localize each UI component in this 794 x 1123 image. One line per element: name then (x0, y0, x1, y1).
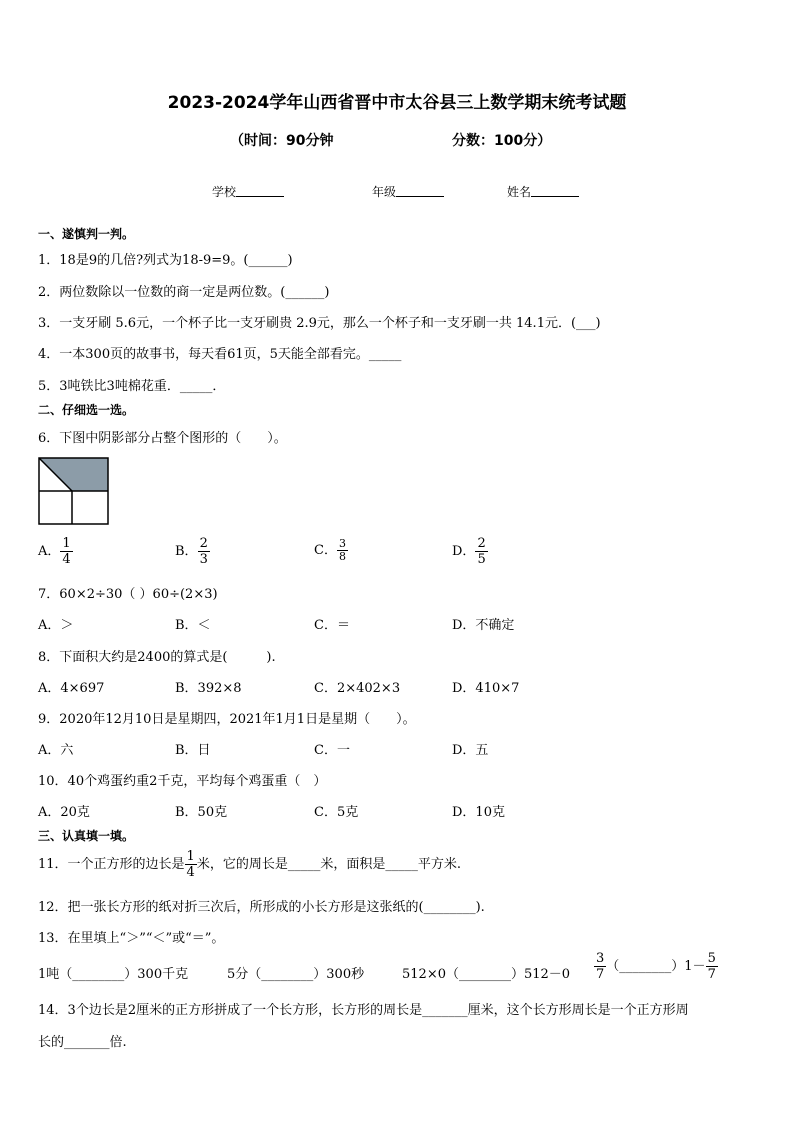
question-2: 2．两位数除以一位数的商一定是两位数。(______) (38, 285, 330, 300)
q9-option-a[interactable]: A．六 (38, 743, 74, 758)
q9-option-c[interactable]: C．一 (314, 743, 350, 758)
section-3-heading: 三、认真填一填。 (38, 829, 135, 843)
q6-option-b[interactable]: B． $\frac{2}{3}$ (175, 536, 208, 567)
question-5: 5．3吨铁比3吨棉花重．_____． (38, 379, 226, 394)
question-13: 13．在里填上“＞”“＜”或“＝”。 (38, 931, 225, 946)
q10-option-b[interactable]: B．50克 (175, 805, 228, 820)
school-blank[interactable] (236, 184, 284, 197)
q8-option-d[interactable]: D．410×7 (452, 681, 520, 696)
q8-option-b[interactable]: B．392×8 (175, 681, 242, 696)
name-blank[interactable] (531, 184, 579, 197)
shaded-region (39, 458, 108, 491)
q10-option-c[interactable]: C．5克 (314, 805, 359, 820)
section-2-heading: 二、仔细选一选。 (38, 403, 135, 417)
time-label: （时间：90分钟 (230, 133, 334, 149)
q9-option-b[interactable]: B．日 (175, 743, 211, 758)
question-9: 9．2020年12月10日是星期四，2021年1月1日是星期（ ）。 (38, 712, 416, 727)
page-title: 2023-2024学年山西省晋中市太谷县三上数学期末统考试题 (167, 93, 627, 113)
question-6: 6．下图中阴影部分占整个图形的（ ）。 (38, 431, 287, 446)
q13-item-a[interactable]: 1吨（________）300千克 (38, 967, 189, 982)
q6-option-a[interactable]: A． $\frac{1}{4}$ (38, 536, 71, 567)
q7-option-d[interactable]: D．不确定 (452, 618, 515, 633)
q13-item-c[interactable]: 512×0（________）512－0 (402, 967, 571, 982)
question-7: 7．60×2÷30（ ）60÷(2×3) (38, 587, 218, 602)
question-14-line-2: 长的_______倍. (38, 1035, 127, 1050)
grade-blank[interactable] (396, 184, 444, 197)
q8-option-a[interactable]: A．4×697 (38, 681, 105, 696)
q6-option-c[interactable]: C． $\frac{3}{8}$ (314, 537, 346, 563)
name-label: 姓名 (507, 185, 532, 199)
score-label: 分数：100分） (452, 133, 552, 149)
school-field[interactable] (212, 183, 284, 200)
name-field[interactable] (507, 183, 579, 200)
school-label: 学校 (212, 185, 237, 199)
grade-label: 年级 (372, 185, 397, 199)
grade-field[interactable] (372, 183, 444, 200)
q7-option-b[interactable]: B．＜ (175, 618, 211, 633)
question-12: 12．把一张长方形的纸对折三次后，所形成的小长方形是这张纸的(________). (38, 900, 485, 915)
question-4: 4．一本300页的故事书，每天看61页，5天能全部看完。_____ (38, 347, 402, 362)
question-1: 1．18是9的几倍?列式为18-9=9。(______) (38, 253, 293, 268)
q7-option-a[interactable]: A．＞ (38, 618, 74, 633)
question-8: 8．下面积大约是2400的算式是( ). (38, 650, 276, 665)
q10-option-d[interactable]: D．10克 (452, 805, 505, 820)
question-11: 11．一个正方形的边长是 $\frac{1}{4}$ 米，它的周长是_____米，面积是_____平方米. (38, 849, 461, 880)
q9-option-d[interactable]: D．五 (452, 743, 489, 758)
q10-option-a[interactable]: A．20克 (38, 805, 90, 820)
shaded-shape-figure (38, 457, 110, 525)
q13-item-d[interactable]: $\frac{3}{7}$ （________）1－ $\frac{5}{7}$ (596, 951, 716, 982)
q6-option-d[interactable]: D． $\frac{2}{5}$ (452, 536, 486, 567)
question-3: 3．一支牙刷 5.6元，一个杯子比一支牙刷贵 2.9元，那么一个杯子和一支牙刷一共 14.1元．(___) (38, 316, 601, 331)
section-1-heading: 一、遂慎判一判。 (38, 227, 135, 241)
question-14-line-1: 14．3个边长是2厘米的正方形拼成了一个长方形，长方形的周长是_______厘米，这个长方形周长是一个正方形周 (38, 1003, 689, 1018)
question-10: 10．40个鸡蛋约重2千克，平均每个鸡蛋重（ ） (38, 774, 327, 789)
q8-option-c[interactable]: C．2×402×3 (314, 681, 401, 696)
q13-item-b[interactable]: 5分（________）300秒 (227, 967, 365, 982)
q7-option-c[interactable]: C．＝ (314, 618, 350, 633)
